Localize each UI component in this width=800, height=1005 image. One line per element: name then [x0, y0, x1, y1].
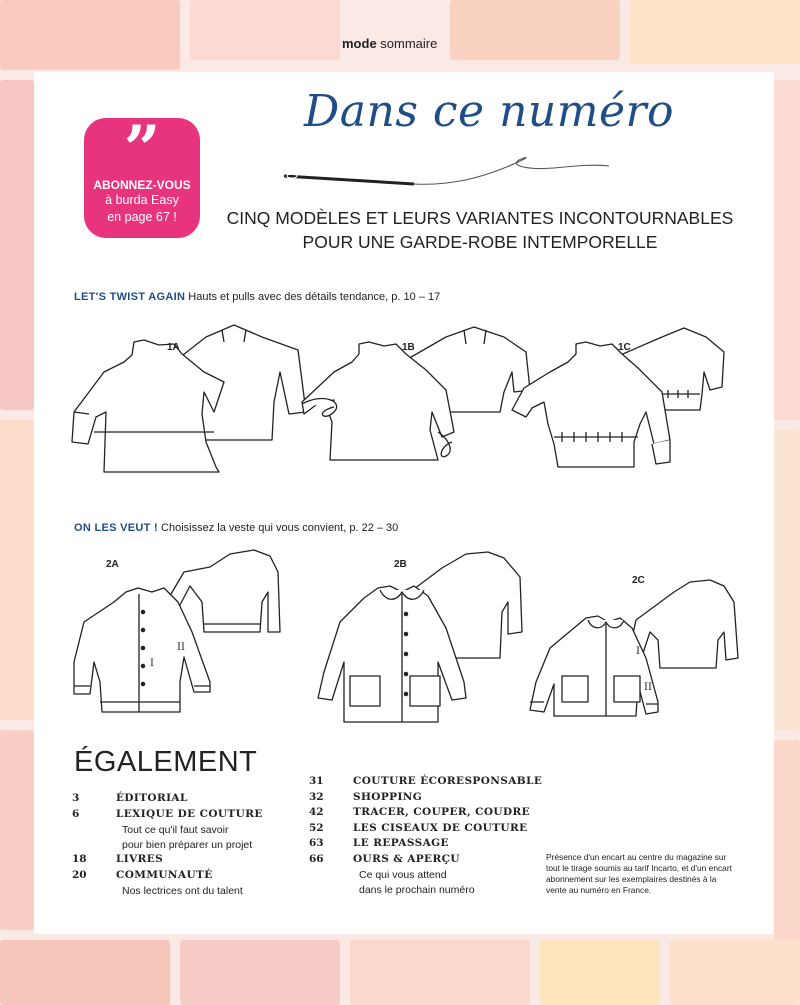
variant-label-1c: 1C — [618, 342, 631, 353]
badge-line-1: ABONNEZ-VOUS — [93, 178, 191, 192]
toc-title: COUTURE ÉCORESPONSABLE — [353, 775, 543, 787]
quote-icon: ” — [123, 112, 161, 187]
toc-item[interactable] — [309, 775, 549, 791]
piece-label-i: I — [636, 646, 640, 657]
badge-line-3: en page 67 ! — [107, 210, 177, 224]
toc-page: 18 — [72, 853, 87, 865]
toc-title: SHOPPING — [353, 790, 423, 803]
tagline-line-2: POUR UNE GARDE-ROBE INTEMPORELLE — [302, 232, 658, 252]
variant-label-2b: 2B — [394, 559, 407, 570]
toc-title: TRACER, COUPER, COUDRE — [353, 806, 530, 818]
toc-page: 6 — [72, 807, 80, 820]
section-label: LET'S TWIST AGAIN — [74, 291, 186, 303]
toc-page: 31 — [309, 775, 324, 787]
piece-label-i: I — [150, 658, 154, 669]
toc-title: LIVRES — [116, 853, 164, 865]
toc-page: 52 — [309, 821, 324, 834]
section-name: mode — [342, 36, 377, 51]
toc-item[interactable] — [309, 791, 549, 807]
toc-title: COMMUNAUTÉ — [116, 868, 213, 881]
toc-right — [309, 775, 549, 898]
toc-title: LEXIQUE DE COUTURE — [116, 807, 263, 820]
toc-item[interactable] — [72, 869, 312, 885]
contents-card — [34, 72, 774, 934]
toc-left — [72, 792, 312, 899]
toc-page: 3 — [72, 792, 80, 804]
variant-label-1b: 1B — [402, 342, 415, 353]
toc-page: 63 — [309, 837, 324, 849]
toc-item[interactable] — [72, 808, 312, 824]
jacket-2a-front — [74, 588, 210, 712]
variant-label-1a: 1A — [167, 342, 180, 353]
also-title: ÉGALEMENT — [74, 746, 258, 778]
toc-page: 32 — [309, 790, 324, 803]
garment-illustrations — [34, 72, 774, 752]
toc-page: 42 — [309, 806, 324, 818]
toc-item[interactable] — [309, 853, 549, 869]
toc-item[interactable] — [309, 822, 549, 838]
toc-item[interactable] — [72, 853, 312, 869]
section-label: ON LES VEUT ! — [74, 522, 158, 534]
toc-title: LE REPASSAGE — [353, 837, 449, 849]
toc-title: OURS & APERÇU — [353, 852, 460, 865]
page-header — [342, 36, 437, 51]
section-description: Choisissez la veste qui vous convient, p. 22 – 30 — [161, 522, 399, 534]
section-heading-2 — [74, 522, 398, 534]
section-description: Hauts et pulls avec des détails tendance, p. 10 – 17 — [188, 291, 441, 303]
variant-label-2c: 2C — [632, 575, 645, 586]
toc-item[interactable] — [72, 792, 312, 808]
toc-title: ÉDITORIAL — [116, 792, 188, 804]
toc-subtitle: Tout ce qu'il faut savoir — [122, 824, 229, 836]
toc-title: LES CISEAUX DE COUTURE — [353, 821, 528, 834]
tagline-line-1: CINQ MODÈLES ET LEURS VARIANTES INCONTOURNABLES — [226, 208, 734, 228]
toc-page: 20 — [72, 868, 87, 881]
toc-page: 66 — [309, 852, 324, 865]
badge-line-2: à burda Easy — [105, 193, 179, 207]
page-title: Dans ce numéro — [304, 86, 675, 137]
toc-subtitle: dans le prochain numéro — [359, 884, 475, 896]
toc-subtitle: pour bien préparer un projet — [122, 839, 253, 851]
piece-label-ii: II — [644, 682, 652, 693]
toc-item[interactable] — [309, 837, 549, 853]
piece-label-ii: II — [177, 642, 185, 653]
toc-subtitle: Ce qui vous attend — [359, 869, 447, 881]
toc-subtitle: Nos lectrices ont du talent — [122, 885, 243, 897]
variant-label-2a: 2A — [106, 559, 119, 570]
insert-note: Présence d'un encart au centre du magazine sur tout le tirage soumis au tarif Incarto, et d'un encart abonnement sur les exemplaires destinés à la vente au numéro en France. — [546, 852, 732, 895]
rubric-name: sommaire — [380, 36, 438, 51]
toc-item[interactable] — [309, 806, 549, 822]
